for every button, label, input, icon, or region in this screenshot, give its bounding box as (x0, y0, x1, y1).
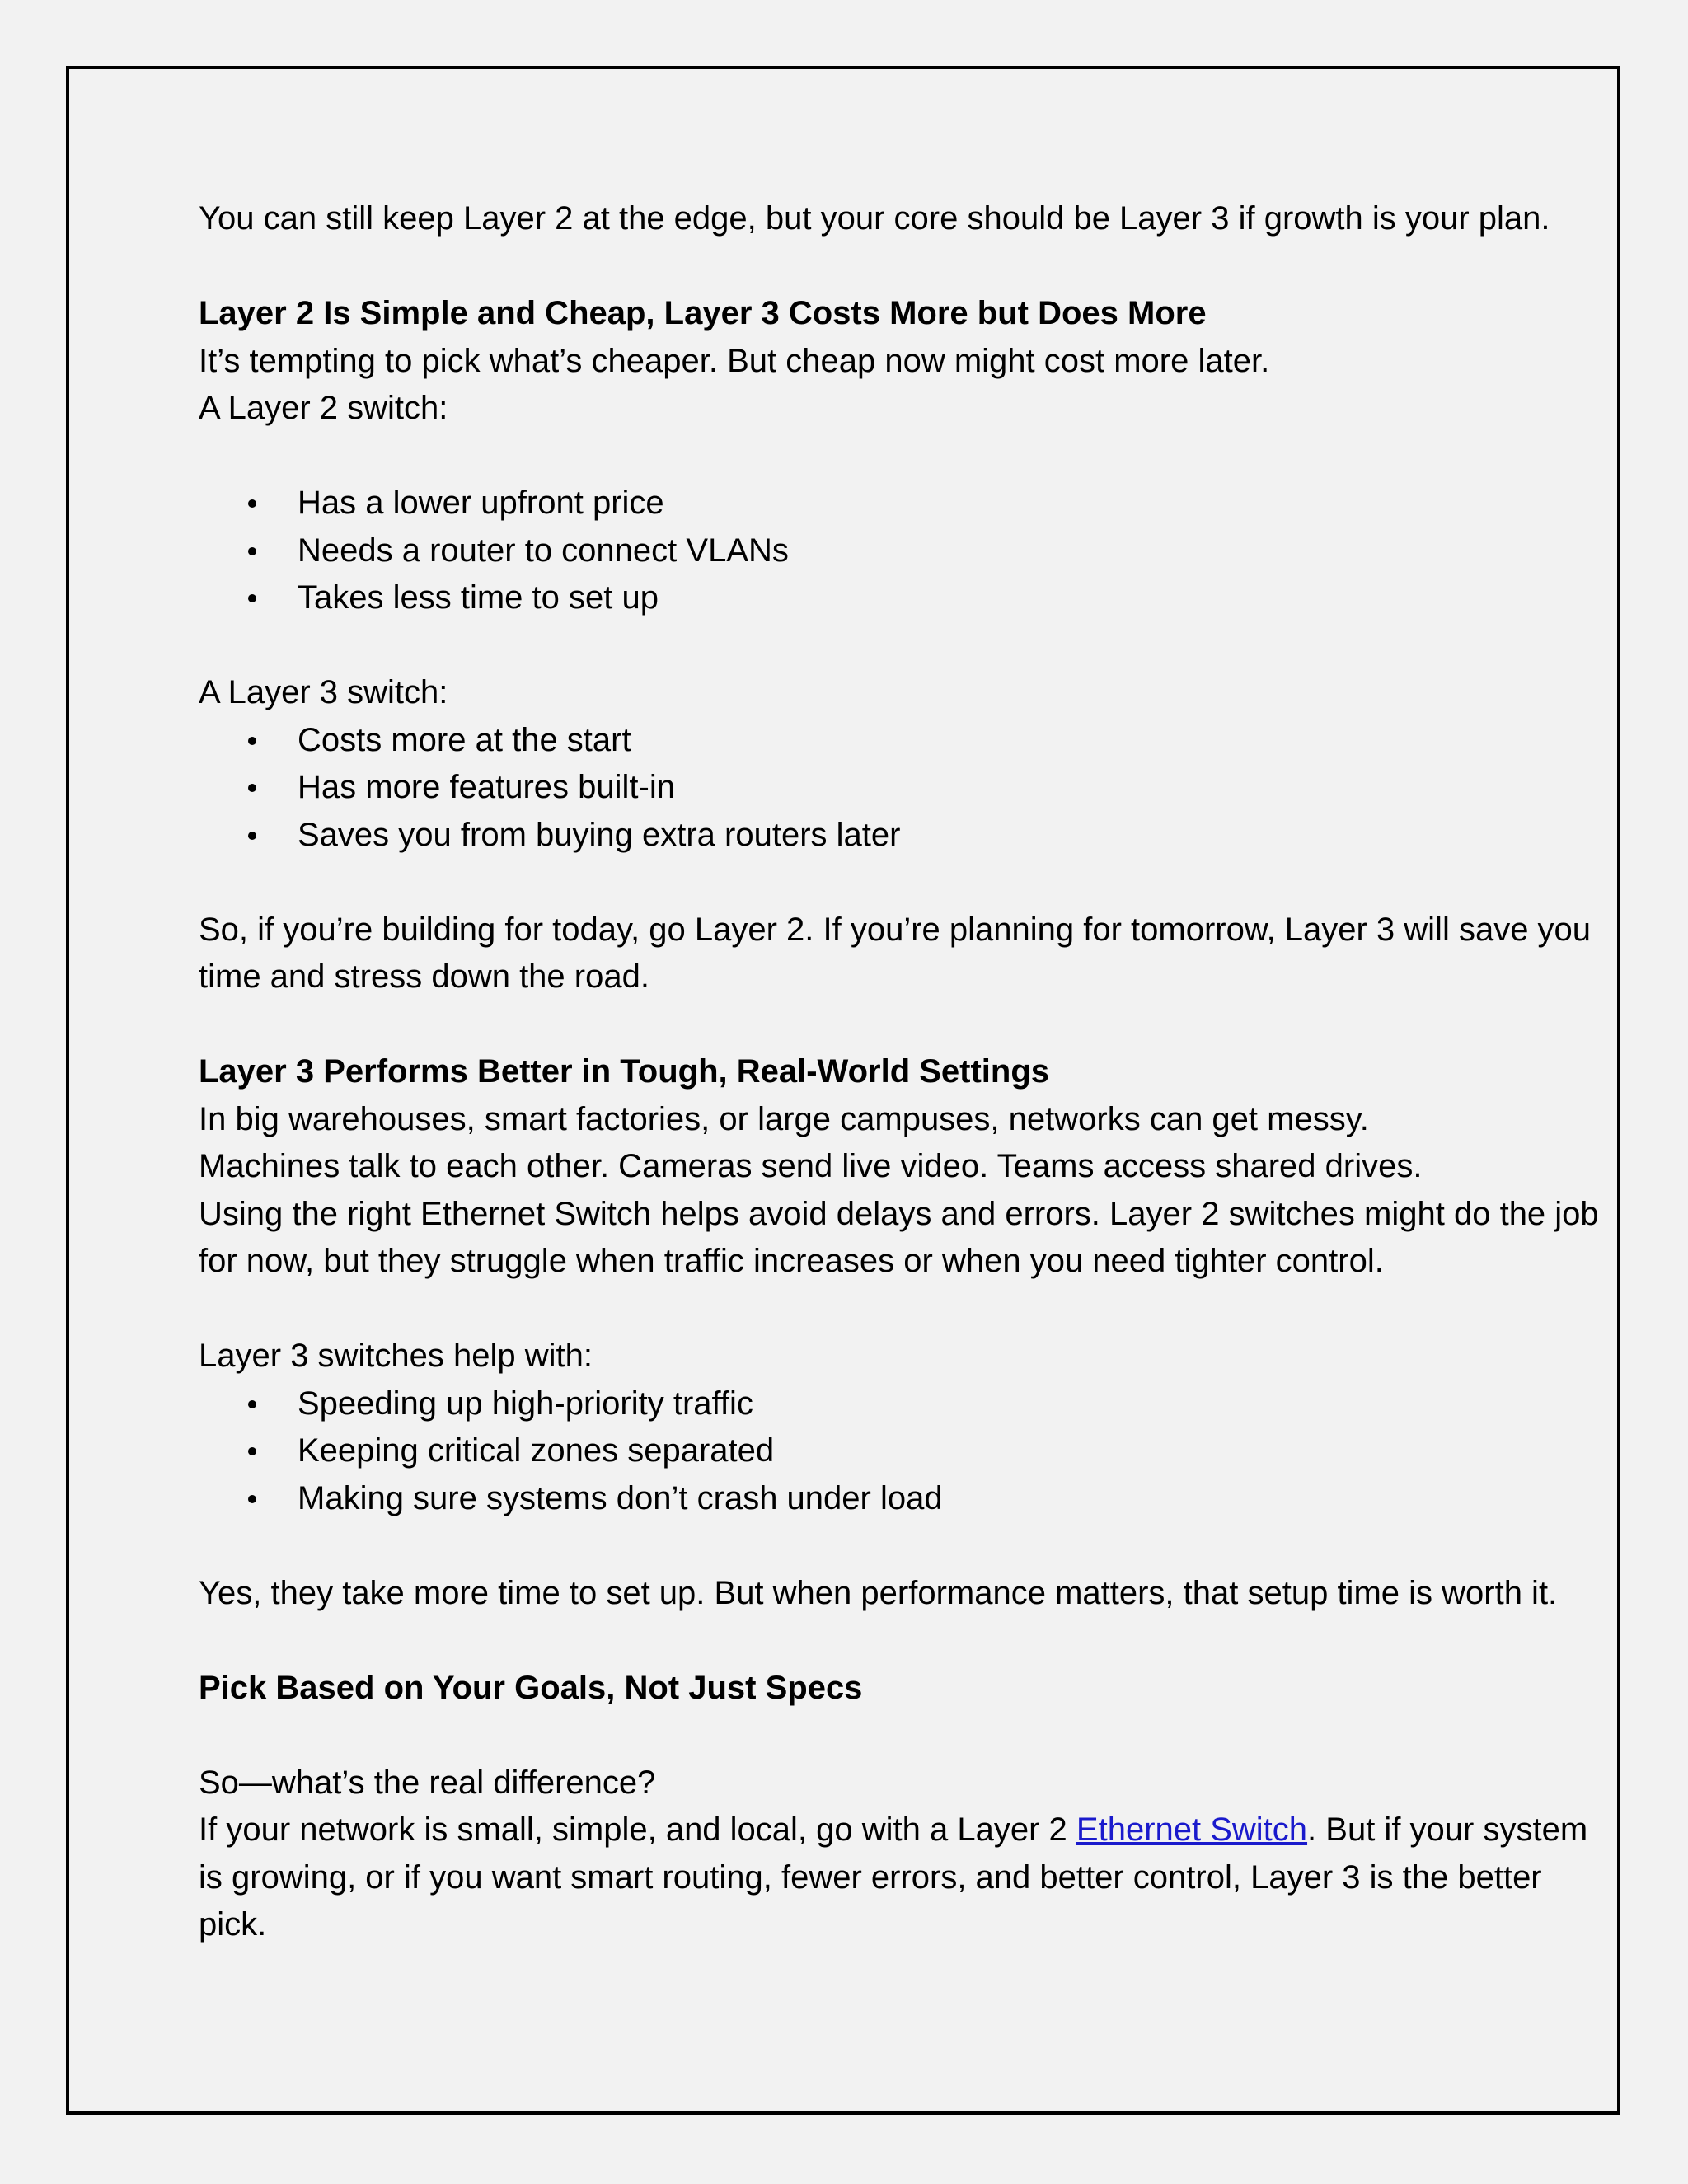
layer3-label: A Layer 3 switch: (199, 674, 448, 710)
spacer (199, 622, 1600, 670)
layer3-list (199, 717, 1600, 860)
so-paragraph: So, if you’re building for today, go Layer 2. If you’re planning for tomorrow, Layer 3 will save you time and stress down the road. (199, 911, 1592, 995)
bullet-icon (248, 1447, 256, 1455)
list-item: Needs a router to connect VLANs (199, 527, 1600, 575)
heading-cost: Layer 2 Is Simple and Cheap, Layer 3 Costs More but Does More (199, 295, 1207, 331)
yes-paragraph: Yes, they take more time to set up. But when performance matters, that setup time is worth it. (199, 1574, 1558, 1611)
list-item: Costs more at the start (199, 717, 1600, 765)
spacer (199, 1617, 1600, 1665)
heading-performance: Layer 3 Performs Better in Tough, Real-World Settings (199, 1053, 1050, 1090)
list-item: Has a lower upfront price (199, 480, 1600, 527)
ethernet-switch-link[interactable]: Ethernet Switch (1076, 1811, 1308, 1848)
ethernet-switch-paragraph: Using the right Ethernet Switch helps avoid delays and errors. Layer 2 switches might do the job for now, but they struggle when traffic increases or when you need tighter control. (199, 1195, 1599, 1279)
help-list (199, 1380, 1600, 1523)
spacer (199, 859, 1600, 907)
spacer (199, 1522, 1600, 1570)
list-item: Saves you from buying extra routers later (199, 812, 1600, 860)
list-item: Making sure systems don’t crash under load (199, 1475, 1600, 1523)
spacer (199, 1286, 1600, 1333)
warehouse-line: In big warehouses, smart factories, or large campuses, networks can get messy. (199, 1100, 1369, 1137)
bullet-icon (248, 547, 256, 555)
heading-goals: Pick Based on Your Goals, Not Just Specs (199, 1669, 863, 1706)
bullet-icon (248, 1400, 256, 1408)
list-item: Takes less time to set up (199, 574, 1600, 622)
bullet-icon (248, 499, 256, 508)
bullet-icon (248, 784, 256, 792)
bullet-icon (248, 832, 256, 840)
tempting-paragraph: It’s tempting to pick what’s cheaper. But cheap now might cost more later. (199, 342, 1270, 379)
list-item: Keeping critical zones separated (199, 1427, 1600, 1475)
help-label: Layer 3 switches help with: (199, 1338, 593, 1374)
list-item: Speeding up high-priority traffic (199, 1380, 1600, 1428)
bullet-icon (248, 594, 256, 602)
spacer (199, 433, 1600, 480)
intro-paragraph: You can still keep Layer 2 at the edge, but your core should be Layer 3 if growth is your plan. (199, 200, 1550, 237)
final-paragraph: If your network is small, simple, and local, go with a Layer 2 Ethernet Switch. But if your system is growing, or if you want smart routing, fewer errors, and better control, Layer 3 is the better pick. (199, 1811, 1588, 1943)
document-body (199, 195, 1600, 1949)
spacer (199, 1712, 1600, 1760)
spacer (199, 243, 1600, 291)
real-difference-line: So—what’s the real difference? (199, 1764, 656, 1801)
layer2-list (199, 480, 1600, 622)
spacer (199, 1001, 1600, 1049)
list-item: Has more features built-in (199, 764, 1600, 812)
bullet-icon (248, 1495, 256, 1503)
bullet-icon (248, 737, 256, 745)
layer2-label: A Layer 2 switch: (199, 390, 448, 426)
machines-line: Machines talk to each other. Cameras send live video. Teams access shared drives. (199, 1148, 1423, 1184)
